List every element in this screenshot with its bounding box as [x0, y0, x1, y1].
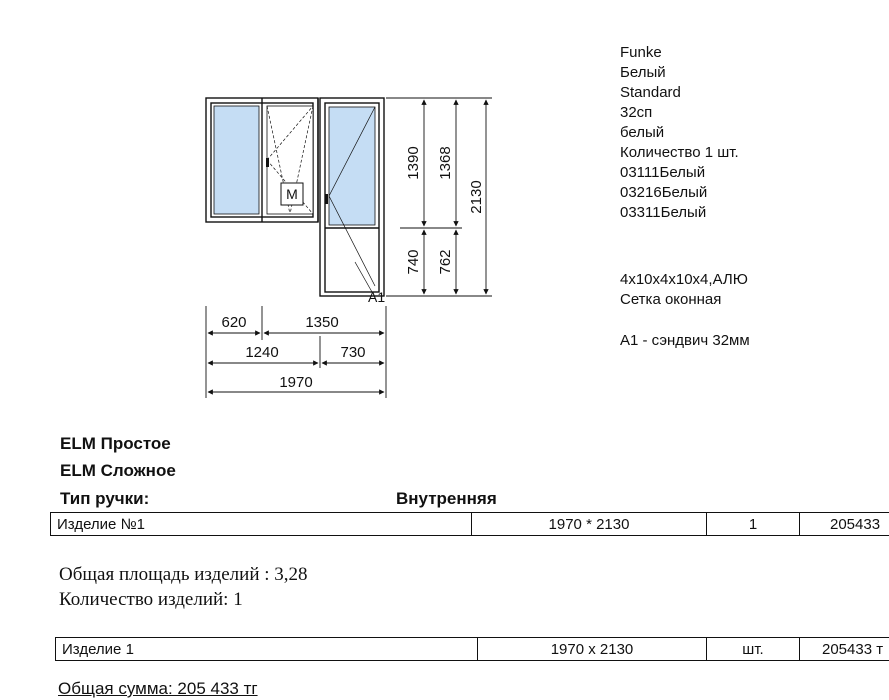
product-unit-cell: шт. — [707, 638, 800, 661]
spec-line: белый — [620, 124, 665, 141]
dim-1240: 1240 — [245, 344, 279, 361]
dim-1350: 1350 — [305, 314, 339, 331]
product-table-1 — [50, 512, 889, 536]
product-table-2 — [55, 637, 889, 661]
spec-line: Количество 1 шт. — [620, 144, 739, 161]
door-glass — [329, 107, 375, 225]
dim-1970: 1970 — [279, 374, 313, 391]
spec-line: 03216Белый — [620, 184, 708, 201]
product-price-cell: 205433 т — [800, 638, 889, 661]
spec-line: Standard — [620, 84, 681, 101]
product-price-cell: 205433 — [800, 513, 889, 536]
window-door-drawing — [196, 90, 506, 400]
items-count: Количество изделий: 1 — [59, 589, 243, 610]
total-sum: Общая сумма: 205 433 тг — [58, 679, 258, 698]
product-name-cell: Изделие 1 — [56, 638, 478, 661]
handle-type-value: Внутренняя — [396, 489, 497, 508]
dim-1390: 1390 — [405, 146, 422, 180]
window-handle-icon — [266, 158, 269, 167]
product-name-cell: Изделие №1 — [51, 513, 472, 536]
glass-spec: 4x10x4x10x4,АЛЮ — [620, 271, 748, 288]
spec-line: Funke — [620, 44, 662, 61]
dim-762: 762 — [437, 249, 454, 275]
door-handle-icon — [325, 194, 328, 204]
spec-line: Белый — [620, 64, 666, 81]
dim-2130: 2130 — [468, 180, 485, 214]
spec-list — [620, 43, 739, 223]
product-size-cell: 1970 * 2130 — [472, 513, 707, 536]
sandwich-spec: А1 - сэндвич 32мм — [620, 332, 750, 349]
table-row — [56, 638, 889, 661]
spec-line: 03311Белый — [620, 204, 707, 221]
handle-type-label: Тип ручки: — [60, 489, 150, 508]
total-area: Общая площадь изделий : 3,28 — [59, 564, 308, 585]
spec-line: 32сп — [620, 104, 653, 121]
dim-620: 620 — [221, 314, 247, 331]
table-row — [51, 513, 889, 536]
elm-simple: ELM Простое — [60, 434, 171, 453]
dim-740: 740 — [405, 249, 422, 275]
product-qty-cell: 1 — [707, 513, 800, 536]
sash-mark: M — [286, 186, 298, 202]
window-fixed-glass — [214, 106, 259, 214]
dim-1368: 1368 — [437, 146, 454, 180]
product-size-cell: 1970 x 2130 — [478, 638, 707, 661]
spec-line: 03111Белый — [620, 164, 706, 181]
dim-730: 730 — [340, 344, 366, 361]
sill-label: A1 — [368, 289, 386, 305]
mesh-spec: Сетка оконная — [620, 291, 722, 308]
elm-complex: ELM Сложное — [60, 461, 176, 480]
